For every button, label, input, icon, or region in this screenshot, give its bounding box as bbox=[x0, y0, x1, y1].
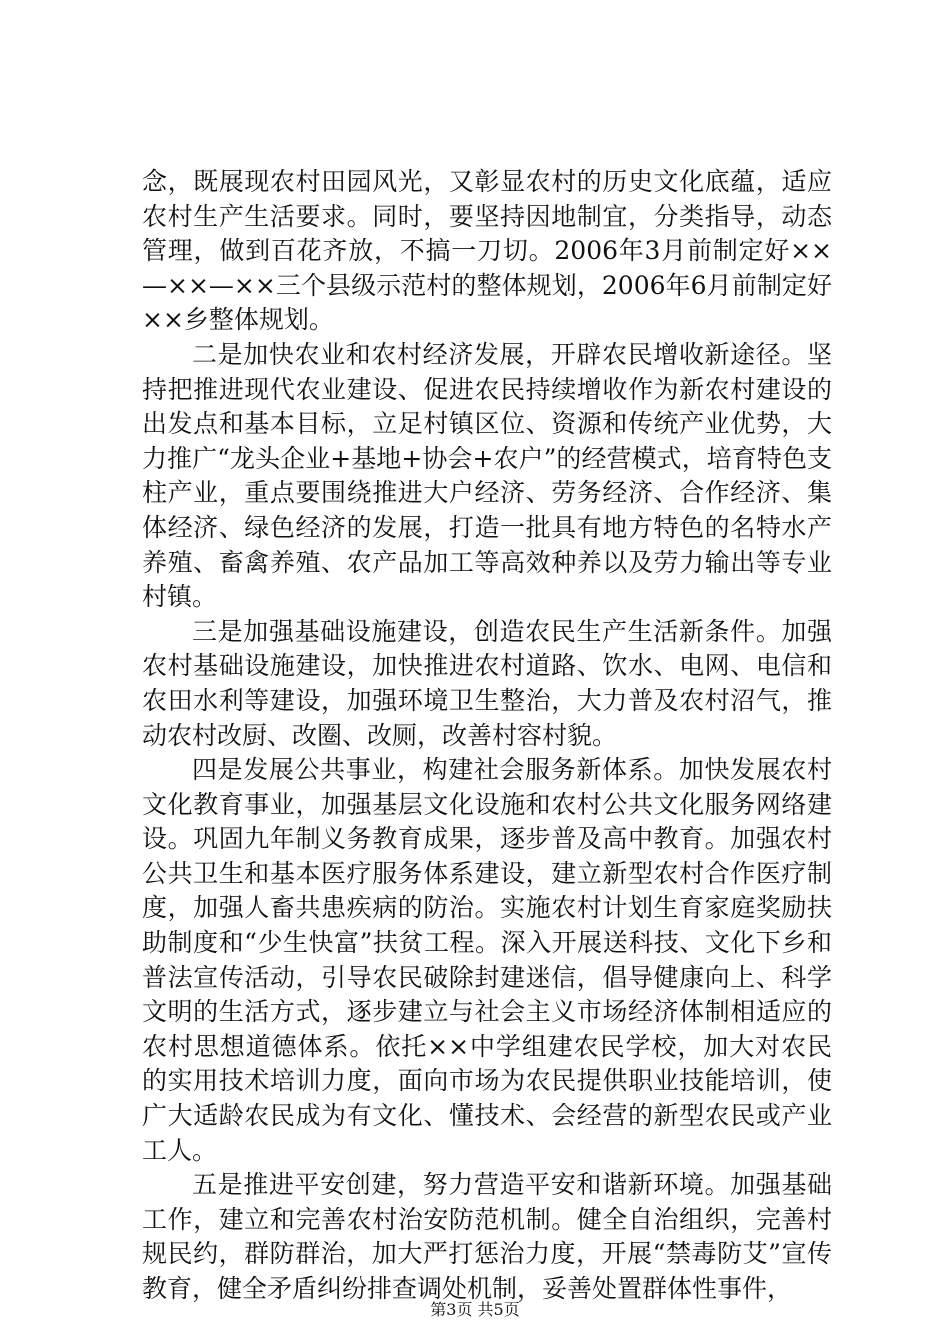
page-footer bbox=[0, 1300, 950, 1320]
paragraph-infrastructure: 三是加强基础设施建设，创造农民生产生活新条件。加强农村基础设施建设，加快推进农村道路、饮水、电网、电信和农田水利等建设，加强环境卫生整治，大力普及农村沼气，推动农村改厨、改圈、改厕，改善村容村貌。 bbox=[142, 616, 832, 750]
paragraph-continuation: 念，既展现农村田园风光，又彰显农村的历史文化底蕴，适应农村生产生活要求。同时，要坚持因地制宜，分类指导，动态管理，做到百花齐放，不搞一刀切。2006年3月前制定好××—××—××三个县级示范村的整体规划，2006年6月前制定好××乡整体规划。 bbox=[142, 167, 832, 335]
document-body bbox=[142, 165, 832, 1307]
paragraph-public-safety: 五是推进平安创建，努力营造平安和谐新环境。加强基础工作，建立和完善农村治安防范机制。健全自治组织，完善村规民约，群防群治，加大严打惩治力度，开展“禁毒防艾”宣传教育，健全矛盾纠纷排查调处机制，妥善处置群体性事件， bbox=[142, 1170, 832, 1303]
paragraph-public-services: 四是发展公共事业，构建社会服务新体系。加快发展农村文化教育事业，加强基层文化设施和农村公共文化服务网络建设。巩固九年制义务教育成果，逐步普及高中教育。加强农村公共卫生和基本医疗服务体系建设，建立新型农村合作医疗制度，加强人畜共患疾病的防治。实施农村计划生育家庭奖励扶助制度和“少生快富”扶贫工程。深入开展送科技、文化下乡和普法宣传活动，引导农民破除封建迷信，倡导健康向上、科学文明的生活方式，逐步建立与社会主义市场经济体制相适应的农村思想道德体系。依托××中学组建农民学校，加大对农民的实用技术培训力度，面向市场为农民提供职业技能培训，使广大适龄农民成为有文化、懂技术、会经营的新型农民或产业工人。 bbox=[142, 755, 832, 1165]
page-number: 第3页 共5页 bbox=[430, 1300, 520, 1319]
paragraph-agriculture: 二是加快农业和农村经济发展，开辟农民增收新途径。坚持把推进现代农业建设、促进农民持续增收作为新农村建设的出发点和基本目标，立足村镇区位、资源和传统产业优势，大力推广“龙头企业+基地+协会+农户”的经营模式，培育特色支柱产业，重点要围绕推进大户经济、劳务经济、合作经济、集体经济、绿色经济的发展，打造一批具有地方特色的名特水产养殖、畜禽养殖、农产品加工等高效种养以及劳力输出等专业村镇。 bbox=[142, 339, 832, 612]
